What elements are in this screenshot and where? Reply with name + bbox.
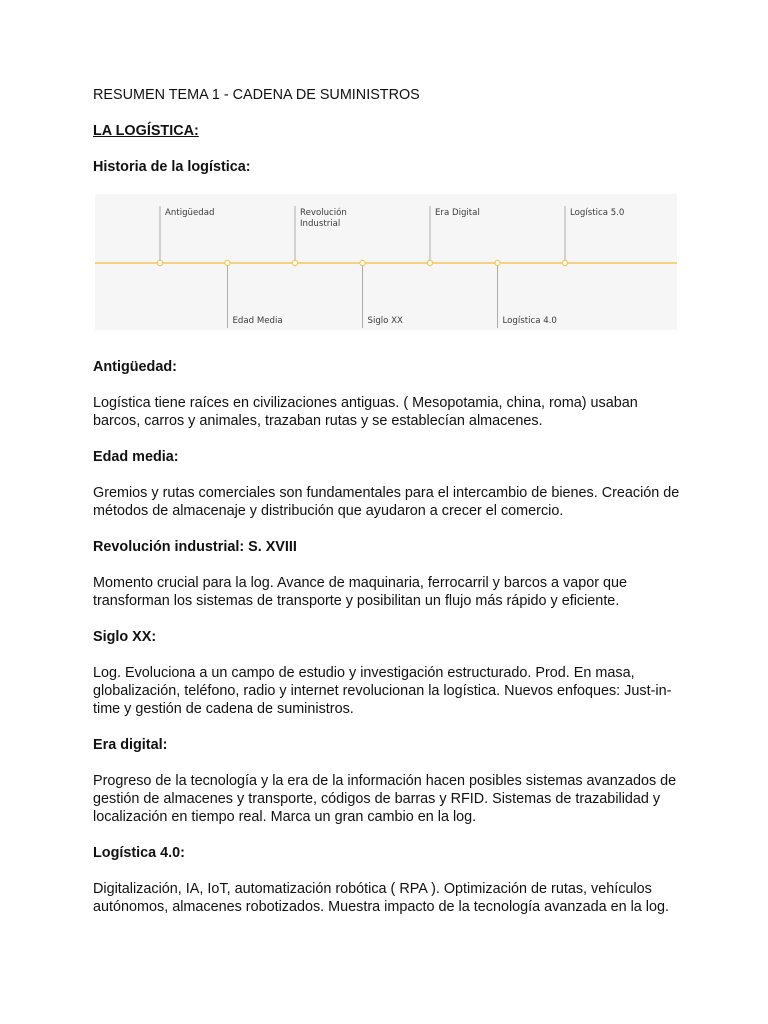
section-title: LA LOGÍSTICA: xyxy=(93,123,199,139)
timeline-marker xyxy=(562,260,567,265)
timeline-event-label: Logística 4.0 xyxy=(502,316,557,326)
entry-body: Gremios y rutas comerciales son fundamentales para el intercambio de bienes. Creación de métodos de almacenaje y distribución que ayudaron a crecer el comercio. xyxy=(93,485,680,519)
timeline-marker xyxy=(225,260,230,265)
timeline-event-label: Era Digital xyxy=(435,208,480,218)
timeline-marker xyxy=(157,260,162,265)
entry-heading: Era digital: xyxy=(93,737,168,753)
timeline-event-label: Edad Media xyxy=(232,316,283,326)
timeline-event-label: Siglo XX xyxy=(367,316,403,326)
entry-body: Momento crucial para la log. Avance de maquinaria, ferrocarril y barcos a vapor que transforman los sistemas de transporte y posibilitan un flujo más rápido y eficiente. xyxy=(93,575,628,609)
timeline-event-label: Antigüedad xyxy=(165,208,215,218)
entry-heading: Siglo XX: xyxy=(93,629,157,645)
entry-body: Logística tiene raíces en civilizaciones antiguas. ( Mesopotamia, china, roma) usaban barcos, carros y animales, trazaban rutas y se establecían almacenes. xyxy=(93,395,638,429)
document-title: RESUMEN TEMA 1 - CADENA DE SUMINISTROS xyxy=(93,87,420,103)
document-header xyxy=(93,86,683,176)
history-entries xyxy=(93,358,683,934)
timeline-marker xyxy=(360,260,365,265)
subsection-title: Historia de la logística: xyxy=(93,159,251,175)
entry-heading: Logística 4.0: xyxy=(93,845,185,861)
timeline-graphic xyxy=(95,194,677,330)
logistics-history-timeline xyxy=(95,194,677,330)
entry-heading: Revolución industrial: S. XVIII xyxy=(93,539,297,555)
entry-heading: Edad media: xyxy=(93,449,179,465)
timeline-marker xyxy=(495,260,500,265)
entry-body: Digitalización, IA, IoT, automatización robótica ( RPA ). Optimización de rutas, vehículos autónomos, almacenes robotizados. Muestra impacto de la tecnología avanzada en la log. xyxy=(93,881,669,915)
entry-body: Progreso de la tecnología y la era de la información hacen posibles sistemas avanzados de gestión de almacenes y transporte, códigos de barras y RFID. Sistemas de trazabilidad y localización en tiempo real. Marca un gran cambio en la log. xyxy=(93,773,677,825)
timeline-event-label: Revolución xyxy=(300,208,347,218)
timeline-event-label: Industrial xyxy=(300,219,341,229)
entry-heading: Antigüedad: xyxy=(93,359,177,375)
entry-body: Log. Evoluciona a un campo de estudio y investigación estructurado. Prod. En masa, globalización, teléfono, radio y internet revolucionan la logística. Nuevos enfoques: Just-in-time y gestión de cadena de suministros. xyxy=(93,665,672,717)
timeline-marker xyxy=(292,260,297,265)
timeline-event-label: Logística 5.0 xyxy=(570,208,625,218)
timeline-marker xyxy=(427,260,432,265)
